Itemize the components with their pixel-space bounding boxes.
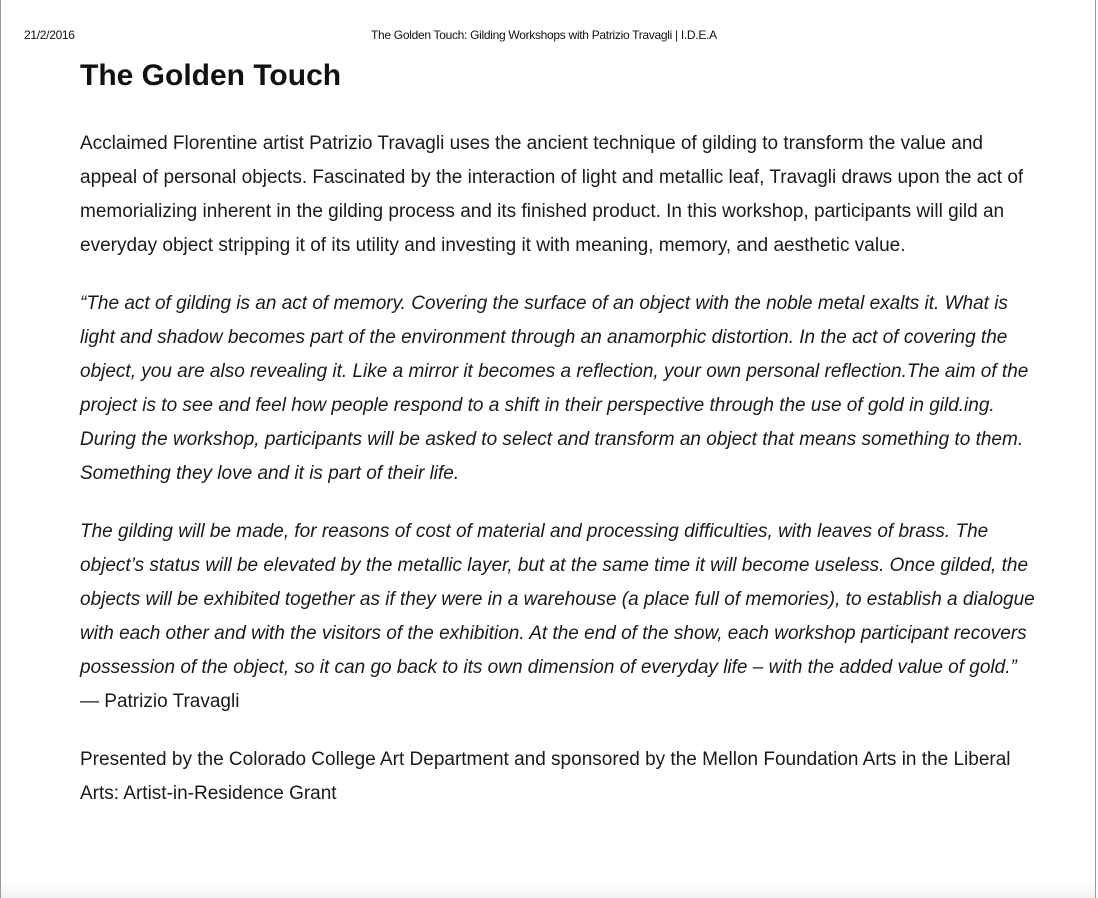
quote-text-2: The gilding will be made, for reasons of cost of material and processing difficulties, with leaves of brass. The object’s status will be elevated by the metallic layer, but at the same time it will become useless. Once gilded, the objects will be exhibited together as if they were in a warehouse (a place full of memories), to establish a dialogue with each other and with the visitors of the exhibition. At the end of the show, each workshop participant recovers possession of the object, so it can go back to its own dimension of everyday life – with the added value of gold.” bbox=[80, 521, 1035, 678]
quote-paragraph-2 bbox=[80, 515, 1040, 719]
page-bottom-edge bbox=[1, 884, 1095, 898]
print-date: 21/2/2016 bbox=[24, 28, 75, 42]
sponsor-paragraph: Presented by the Colorado College Art Department and sponsored by the Mellon Foundation Arts in the Liberal Arts: Artist-in-Residence Grant bbox=[80, 749, 1011, 804]
intro-paragraph: Acclaimed Florentine artist Patrizio Travagli uses the ancient technique of gilding to transform the value and appeal of personal objects. Fascinated by the interaction of light and metallic leaf, Travagli draws upon the act of memorializing inherent in the gilding process and its finished product. In this workshop, participants will gild an everyday object stripping it of its utility and investing it with meaning, memory, and aesthetic value. bbox=[80, 133, 1024, 256]
article-content bbox=[80, 58, 1040, 811]
print-header bbox=[1, 28, 1095, 44]
quote-paragraph-1: “The act of gilding is an act of memory. Covering the surface of an object with the noble metal exalts it. What is light and shadow becomes part of the environment through an anamorphic distortion. In the act of covering the object, you are also revealing it. Like a mirror it becomes a reflection, your own personal reflection.The aim of the project is to see and feel how people respond to a shift in their perspective through the use of gold in gild.ing. During the workshop, participants will be asked to select and transform an object that means something to them. Something they love and it is part of their life. bbox=[80, 293, 1029, 484]
quote-attribution: — Patrizio Travagli bbox=[80, 691, 240, 712]
article-title: The Golden Touch bbox=[80, 59, 342, 92]
print-page-title: The Golden Touch: Gilding Workshops with Patrizio Travagli | I.D.E.A bbox=[371, 28, 717, 42]
